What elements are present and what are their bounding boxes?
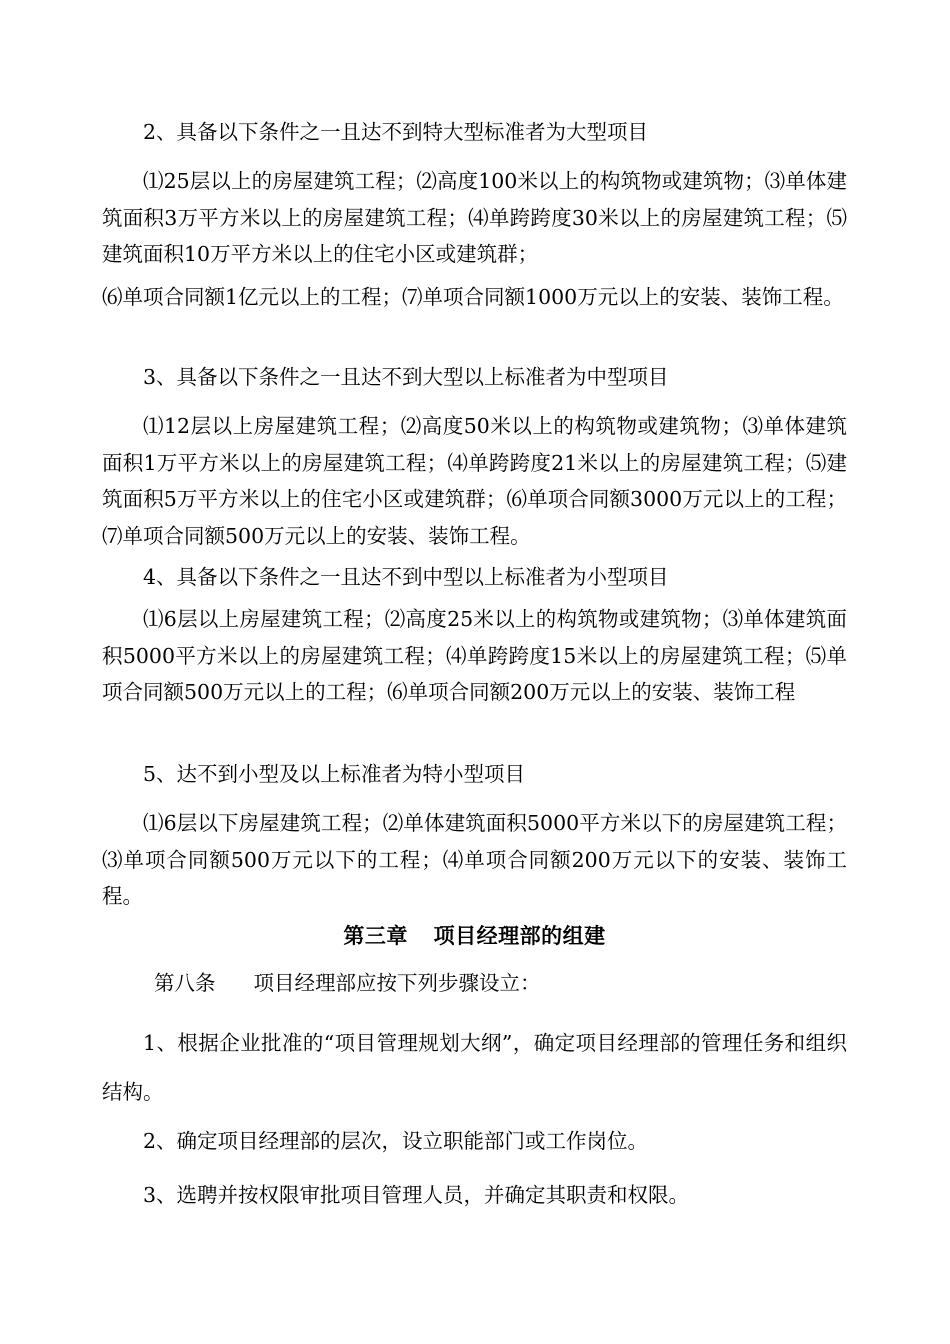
section-5-body: ⑴6层以下房屋建筑工程；⑵单体建筑面积5000平方米以下的房屋建筑工程；⑶单项合同额500万元以下的工程；⑷单项合同额200万元以下的安装、装饰工程。 [102,811,847,908]
step-item: 2、确定项目经理部的层次，设立职能部门或工作岗位。 [143,1129,649,1153]
section-3-body: ⑴12层以上房屋建筑工程；⑵高度50米以上的构筑物或建筑物；⑶单体建筑面积1万平方米以上的房屋建筑工程；⑷单跨跨度21米以上的房屋建筑工程；⑸建筑面积5万平方米以上的住宅小区或建筑群；⑹单项合同额3000万元以上的工程；⑺单项合同额500万元以上的安装、装饰工程。 [102,414,847,548]
section-2-heading: 2、具备以下条件之一且达不到特大型标准者为大型项目 [143,120,649,144]
section-5-heading: 5、达不到小型及以上标准者为特小型项目 [143,762,526,786]
step-item: 3、选聘并按权限审批项目管理人员，并确定其职责和权限。 [143,1183,690,1207]
section-2-body-continued: ⑹单项合同额1亿元以上的工程；⑺单项合同额1000万元以上的安装、装饰工程。 [102,285,844,309]
article-text: 项目经理部应按下列步骤设立： [253,971,541,995]
section-2-body: ⑴25层以上的房屋建筑工程；⑵高度100米以上的构筑物或建筑物；⑶单体建筑面积3万平方米以上的房屋建筑工程；⑷单跨跨度30米以上的房屋建筑工程；⑸建筑面积10万平方米以上的住宅小区或建筑群； [102,169,847,266]
section-4-heading: 4、具备以下条件之一且达不到中型以上标准者为小型项目 [143,565,669,589]
article-label: 第八条 [154,971,216,995]
chapter-heading [102,919,847,953]
chapter-number: 第三章 [343,923,408,948]
section-3-heading: 3、具备以下条件之一且达不到大型以上标准者为中型项目 [143,365,669,389]
article-heading [154,966,541,1000]
step-item: 1、根据企业批准的“项目管理规划大纲”，确定项目经理部的管理任务和组织结构。 [102,1031,847,1104]
chapter-title: 项目经理部的组建 [433,923,606,948]
section-4-body: ⑴6层以上房屋建筑工程；⑵高度25米以上的构筑物或建筑物；⑶单体建筑面积5000平方米以上的房屋建筑工程；⑷单跨跨度15米以上的房屋建筑工程；⑸单项合同额500万元以上的工程；⑹单项合同额200万元以上的安装、装饰工程 [102,607,847,704]
document-page [102,0,847,1344]
